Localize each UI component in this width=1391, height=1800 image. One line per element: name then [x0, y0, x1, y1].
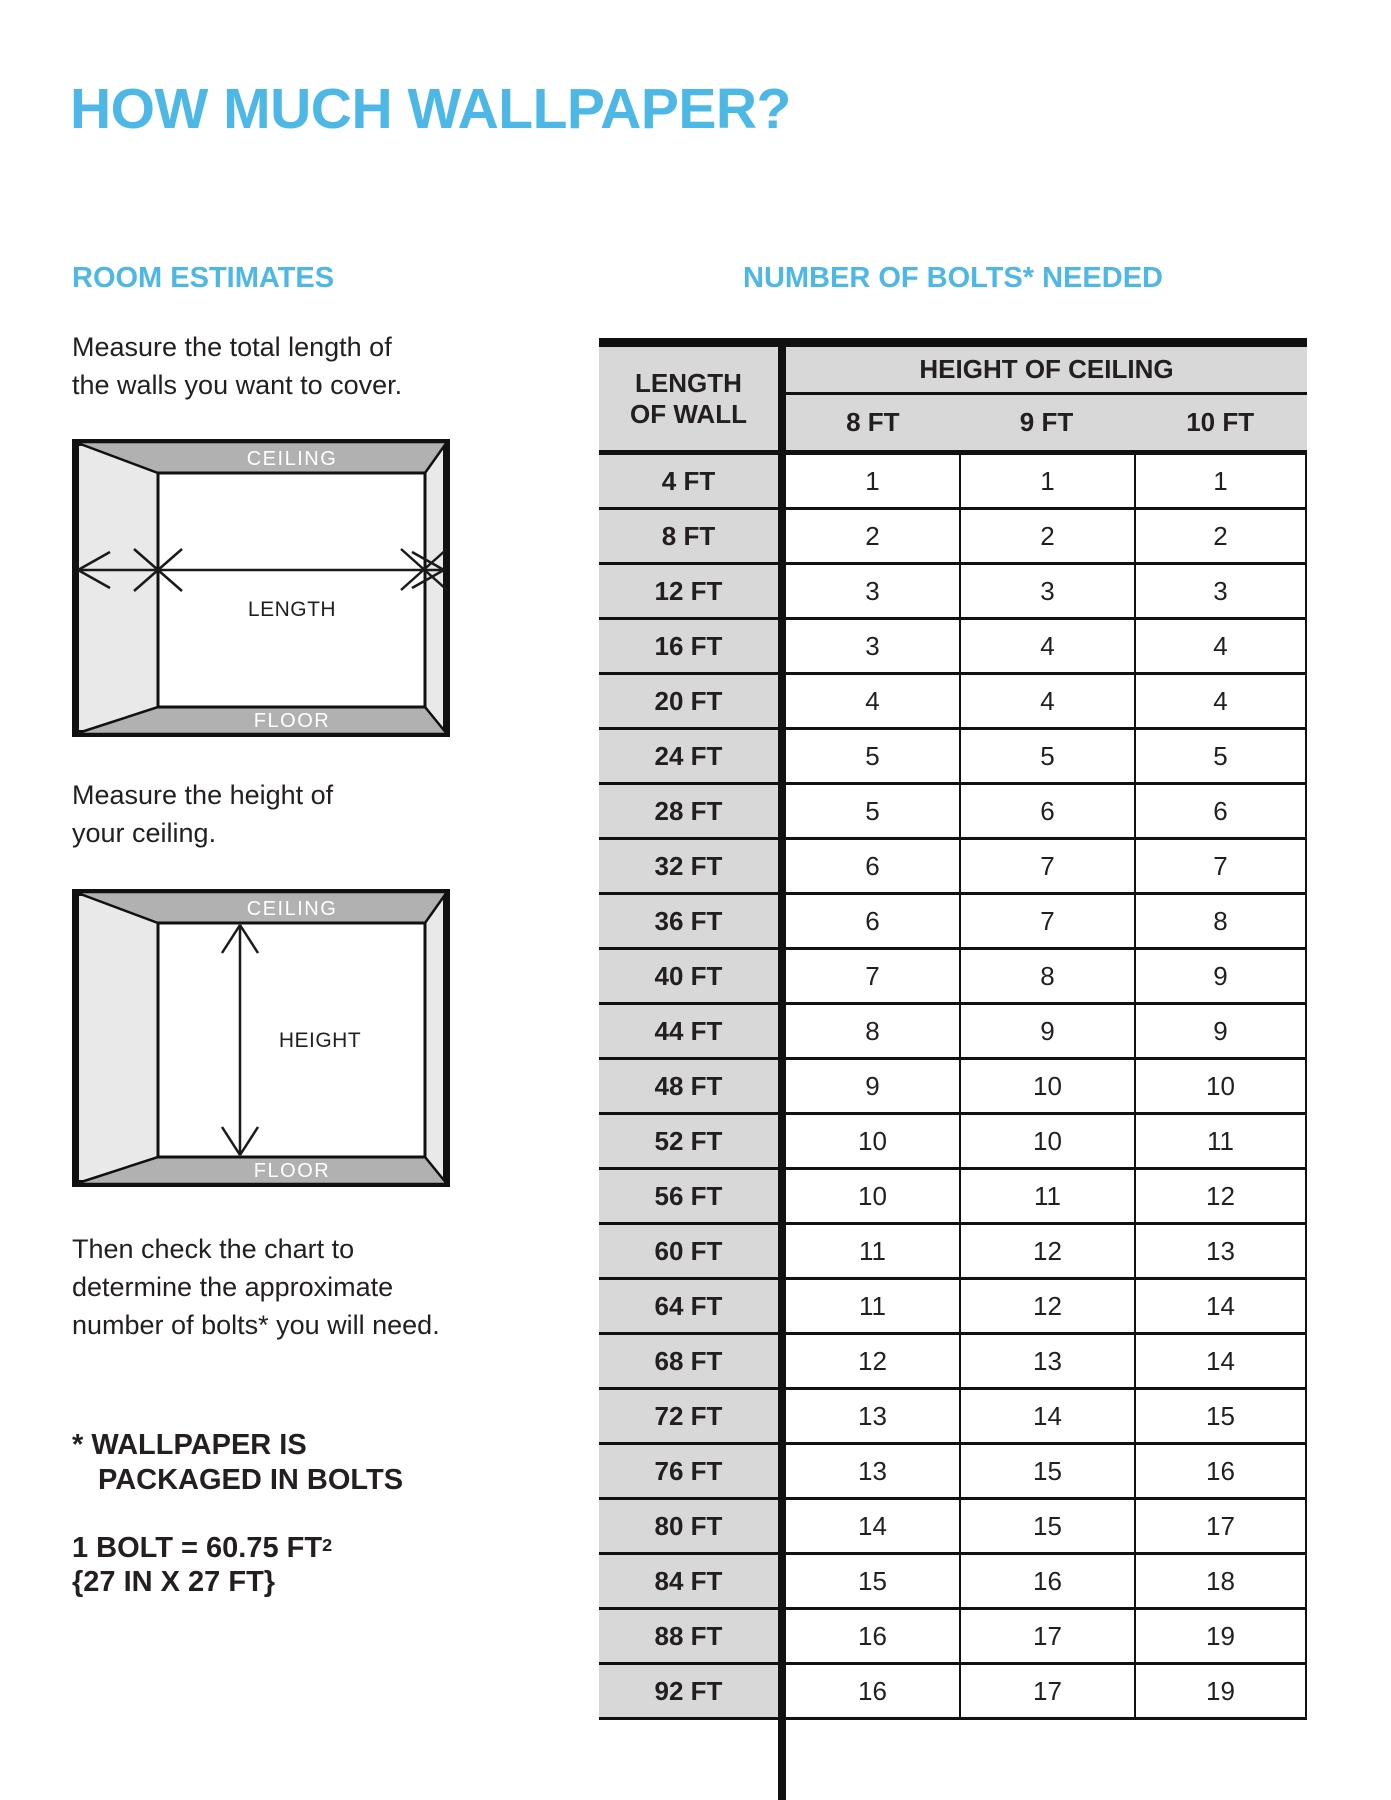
table-cell-9ft: 5 [961, 730, 1134, 782]
ceiling-height-column-headers [786, 395, 1307, 450]
header-line: OF WALL [630, 398, 747, 429]
instruction-measure-length [72, 328, 402, 404]
table-cell-10ft: 8 [1136, 895, 1305, 947]
table-cell-9ft: 10 [961, 1060, 1134, 1112]
table-row-label: 48 FT [599, 1060, 778, 1112]
table-cell-10ft: 6 [1136, 785, 1305, 837]
table-row-label: 52 FT [599, 1115, 778, 1167]
table-cell-9ft: 12 [961, 1225, 1134, 1277]
table-cell-8ft: 14 [786, 1500, 959, 1552]
table-cell-8ft: 9 [786, 1060, 959, 1112]
footnote-line: {27 IN X 27 FT} [72, 1566, 276, 1598]
table-cell-8ft: 10 [786, 1170, 959, 1222]
table-cell-10ft: 18 [1136, 1555, 1305, 1607]
instruction-line: Measure the height of [72, 780, 334, 810]
table-cell-8ft: 13 [786, 1445, 959, 1497]
height-of-ceiling-header: HEIGHT OF CEILING [786, 347, 1307, 392]
table-cell-9ft: 1 [961, 455, 1134, 507]
column-header-10ft: 10 FT [1186, 407, 1255, 437]
footnote-line: * WALLPAPER IS [72, 1429, 307, 1461]
table-row-label: 16 FT [599, 620, 778, 672]
length-of-wall-header [599, 347, 778, 450]
table-row-label: 80 FT [599, 1500, 778, 1552]
table-row-label: 28 FT [599, 785, 778, 837]
table-cell-10ft: 15 [1136, 1390, 1305, 1442]
table-cell-9ft: 7 [961, 840, 1134, 892]
table-cell-8ft: 5 [786, 730, 959, 782]
instruction-check-chart [72, 1230, 440, 1344]
instruction-measure-height [72, 776, 333, 852]
table-cell-9ft: 16 [961, 1555, 1134, 1607]
back-wall [158, 473, 425, 707]
footnote-line: 1 BOLT = 60.75 $FT^2$ [72, 1532, 333, 1564]
table-row-label: 32 FT [599, 840, 778, 892]
instruction-line: Measure the total length of [72, 332, 392, 362]
table-row-label: 88 FT [599, 1610, 778, 1662]
table-cell-10ft: 17 [1136, 1500, 1305, 1552]
table-cell-8ft: 7 [786, 950, 959, 1002]
table-row-label: 36 FT [599, 895, 778, 947]
footnote-wallpaper-bolts [72, 1428, 403, 1498]
table-cell-8ft: 6 [786, 840, 959, 892]
table-cell-9ft: 9 [961, 1005, 1134, 1057]
table-cell-9ft: 15 [961, 1445, 1134, 1497]
footnote-bolt-size [72, 1528, 332, 1599]
table-row-label: 72 FT [599, 1390, 778, 1442]
table-cell-8ft: 11 [786, 1225, 959, 1277]
table-cell-10ft: 4 [1136, 620, 1305, 672]
table-row-label: 64 FT [599, 1280, 778, 1332]
instruction-line: your ceiling. [72, 818, 217, 848]
table-row-label: 24 FT [599, 730, 778, 782]
table-body [599, 455, 1307, 1720]
table-cell-9ft: 8 [961, 950, 1134, 1002]
table-row-label: 56 FT [599, 1170, 778, 1222]
ceiling-label: CEILING [246, 898, 338, 920]
table-cell-9ft: 15 [961, 1500, 1134, 1552]
footnote-line: PACKAGED IN BOLTS [98, 1464, 404, 1496]
table-cell-8ft: 12 [786, 1335, 959, 1387]
instruction-line: the walls you want to cover. [72, 370, 403, 400]
table-row-label: 60 FT [599, 1225, 778, 1277]
table-cell-8ft: 10 [786, 1115, 959, 1167]
table-cell-10ft: 4 [1136, 675, 1305, 727]
table-row-label: 12 FT [599, 565, 778, 617]
table-row-label: 20 FT [599, 675, 778, 727]
height-label: HEIGHT [278, 1029, 362, 1052]
table-cell-8ft: 16 [786, 1665, 959, 1717]
table-cell-10ft: 19 [1136, 1610, 1305, 1662]
table-cell-8ft: 5 [786, 785, 959, 837]
table-top-border [599, 338, 1307, 347]
table-row-label: 84 FT [599, 1555, 778, 1607]
table-cell-10ft: 3 [1136, 565, 1305, 617]
column-header-8ft: 8 FT [846, 407, 900, 437]
table-cell-8ft: 3 [786, 565, 959, 617]
length-label: LENGTH [247, 598, 337, 621]
table-cell-9ft: 17 [961, 1610, 1134, 1662]
table-cell-10ft: 10 [1136, 1060, 1305, 1112]
table-row-label: 44 FT [599, 1005, 778, 1057]
table-row-label: 68 FT [599, 1335, 778, 1387]
room-height-diagram [72, 889, 450, 1187]
instruction-line: number of bolts* you will need. [72, 1310, 440, 1340]
table-cell-10ft: 7 [1136, 840, 1305, 892]
floor-label: FLOOR [253, 710, 331, 732]
table-cell-9ft: 14 [961, 1390, 1134, 1442]
table-row-label: 40 FT [599, 950, 778, 1002]
table-cell-10ft: 1 [1136, 455, 1305, 507]
table-cell-8ft: 3 [786, 620, 959, 672]
column-divider [778, 347, 786, 1800]
table-cell-9ft: 10 [961, 1115, 1134, 1167]
table-cell-8ft: 13 [786, 1390, 959, 1442]
table-cell-8ft: 11 [786, 1280, 959, 1332]
table-cell-10ft: 9 [1136, 950, 1305, 1002]
table-cell-9ft: 4 [961, 675, 1134, 727]
table-cell-10ft: 13 [1136, 1225, 1305, 1277]
squared-superscript: 2 [322, 1535, 333, 1555]
table-cell-9ft: 3 [961, 565, 1134, 617]
table-cell-8ft: 4 [786, 675, 959, 727]
ceiling-label: CEILING [246, 448, 338, 470]
instruction-line: determine the approximate [72, 1272, 394, 1302]
page-title: HOW MUCH WALLPAPER? [70, 77, 791, 141]
table-cell-8ft: 6 [786, 895, 959, 947]
table-cell-9ft: 2 [961, 510, 1134, 562]
table-cell-10ft: 14 [1136, 1280, 1305, 1332]
room-estimates-heading: ROOM ESTIMATES [72, 262, 335, 294]
table-cell-9ft: 13 [961, 1335, 1134, 1387]
room-length-diagram [72, 439, 450, 737]
table-cell-9ft: 11 [961, 1170, 1134, 1222]
table-cell-10ft: 9 [1136, 1005, 1305, 1057]
table-cell-9ft: 7 [961, 895, 1134, 947]
table-cell-8ft: 16 [786, 1610, 959, 1662]
header-line: LENGTH [635, 367, 742, 398]
table-cell-10ft: 11 [1136, 1115, 1305, 1167]
table-cell-9ft: 4 [961, 620, 1134, 672]
table-cell-8ft: 8 [786, 1005, 959, 1057]
table-cell-9ft: 12 [961, 1280, 1134, 1332]
instruction-line: Then check the chart to [72, 1234, 355, 1264]
table-row-label: 76 FT [599, 1445, 778, 1497]
column-header-9ft: 9 FT [1019, 407, 1074, 437]
table-cell-8ft: 1 [786, 455, 959, 507]
table-row-label: 92 FT [599, 1665, 778, 1717]
table-row-label: 4 FT [599, 455, 778, 507]
bolts-table [599, 338, 1307, 1800]
table-cell-10ft: 2 [1136, 510, 1305, 562]
table-cell-8ft: 2 [786, 510, 959, 562]
table-cell-10ft: 14 [1136, 1335, 1305, 1387]
bolts-needed-heading: NUMBER OF BOLTS* NEEDED [743, 262, 1163, 294]
table-cell-10ft: 5 [1136, 730, 1305, 782]
table-cell-10ft: 19 [1136, 1665, 1305, 1717]
table-cell-10ft: 12 [1136, 1170, 1305, 1222]
table-cell-10ft: 16 [1136, 1445, 1305, 1497]
table-cell-8ft: 15 [786, 1555, 959, 1607]
table-cell-9ft: 17 [961, 1665, 1134, 1717]
floor-label: FLOOR [253, 1160, 331, 1182]
table-row-label: 8 FT [599, 510, 778, 562]
table-cell-9ft: 6 [961, 785, 1134, 837]
